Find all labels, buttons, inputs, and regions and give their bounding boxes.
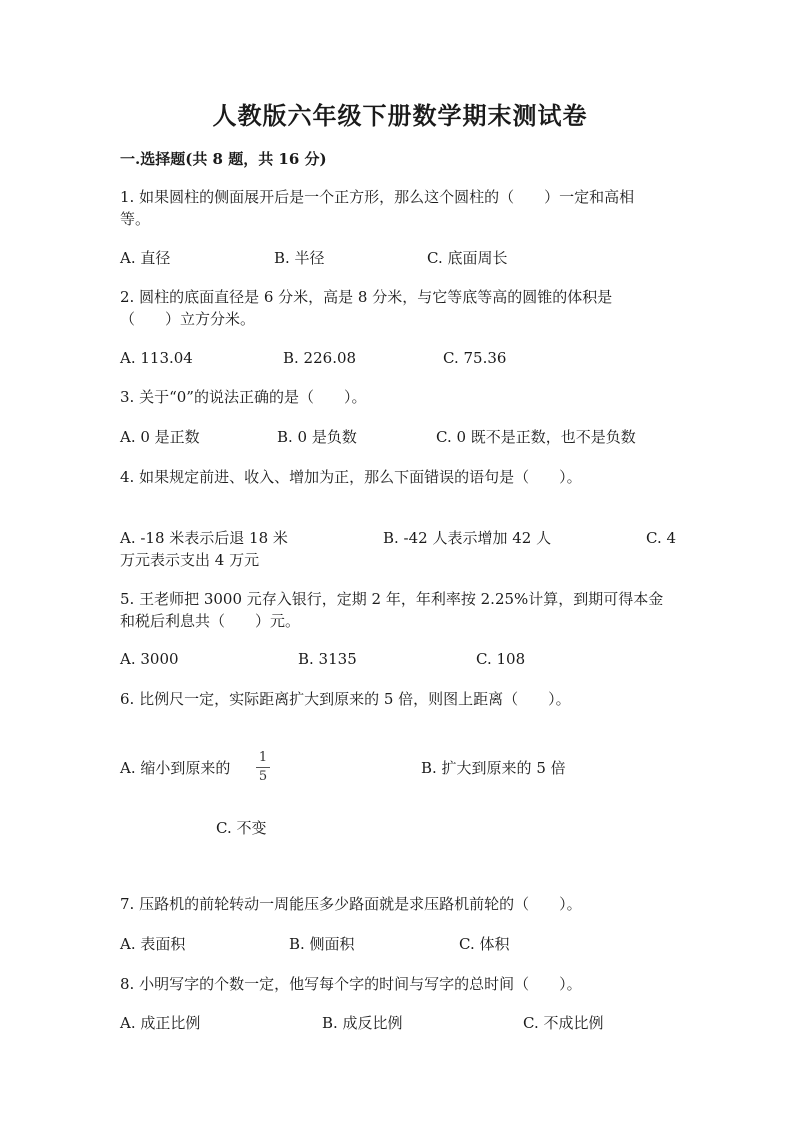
option-a: A. -18 米表示后退 18 米 [120,529,288,547]
option-b: B. -42 人表示增加 42 人 [383,529,552,547]
fraction-numerator: 1 [258,750,268,765]
option-a: A. 3000 [120,650,179,668]
option-c: C. 75.36 [443,349,507,367]
question-4 [120,466,685,488]
fraction-one-fifth [256,751,270,784]
option-c: C. 0 既不是正数，也不是负数 [436,428,636,446]
question-text: 1. 如果圆柱的侧面展开后是一个正方形，那么这个圆柱的（ ）一定和高相 [120,188,635,206]
option-c: C. 不成比例 [523,1014,604,1032]
option-b: B. 0 是负数 [277,428,357,446]
option-c: C. 体积 [459,935,510,953]
option-a: A. 缩小到原来的 [120,759,231,777]
question-text: 4. 如果规定前进、收入、增加为正，那么下面错误的语句是（ ）。 [120,468,582,486]
option-c: C. 108 [476,650,526,668]
question-7 [120,893,685,915]
question-text: 6. 比例尺一定，实际距离扩大到原来的 5 倍，则图上距离（ ）。 [120,690,571,708]
question-text: 2. 圆柱的底面直径是 6 分米，高是 8 分米，与它等底等高的圆锥的体积是 [120,288,613,306]
option-b: B. 扩大到原来的 5 倍 [421,759,566,777]
question-8 [120,973,685,995]
question-text: 5. 王老师把 3000 元存入银行，定期 2 年，年利率按 2.25%计算，到期可得本金 [120,590,664,608]
question-text: 7. 压路机的前轮转动一周能压多少路面就是求压路机前轮的（ ）。 [120,895,582,913]
option-c-continued: 万元表示支出 4 万元 [120,551,260,569]
section-heading: 一.选择题(共 8 题，共 16 分) [120,150,327,168]
option-b: B. 226.08 [283,349,357,367]
question-text-continued: 和税后利息共（ ）元。 [120,612,301,630]
question-text: 3. 关于“0”的说法正确的是（ ）。 [120,388,367,406]
option-b: B. 成反比例 [322,1014,403,1032]
option-b: B. 半径 [274,249,325,267]
page-title: 人教版六年级下册数学期末测试卷 [212,101,588,130]
option-b: B. 3135 [298,650,357,668]
option-a: A. 直径 [120,249,171,267]
fraction-denominator: 5 [258,769,268,784]
fraction-bar [256,767,270,768]
question-5 [120,588,685,632]
option-c: C. 不变 [216,819,267,837]
option-c: C. 4 [646,529,677,547]
option-a: A. 113.04 [120,349,193,367]
option-a: A. 表面积 [120,935,186,953]
question-2 [120,286,685,330]
question-1 [120,186,685,230]
question-6 [120,688,685,710]
question-text-continued: 等。 [120,210,151,228]
option-a: A. 成正比例 [120,1014,201,1032]
question-text: 8. 小明写字的个数一定，他写每个字的时间与写字的总时间（ ）。 [120,975,582,993]
question-text-continued: （ ）立方分米。 [120,310,256,328]
option-c: C. 底面周长 [427,249,508,267]
option-b: B. 侧面积 [289,935,355,953]
option-a: A. 0 是正数 [120,428,200,446]
question-3 [120,386,685,408]
